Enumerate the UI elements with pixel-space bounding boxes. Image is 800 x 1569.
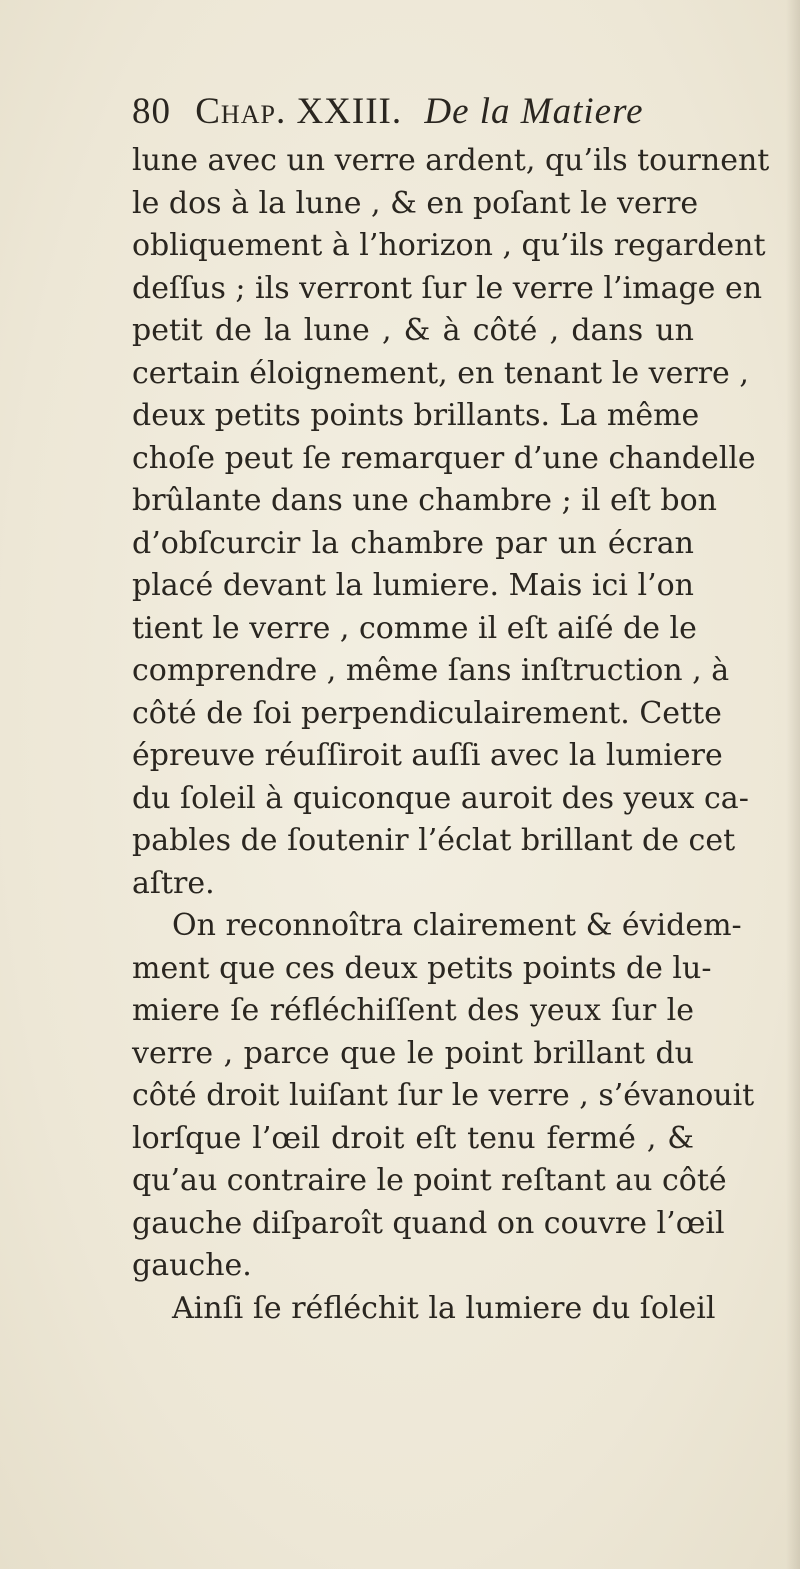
running-title: De la Matiere [424, 91, 644, 132]
text-line: côté de ſoi perpendiculairement. Cette [132, 695, 722, 731]
page-edge-shadow [786, 0, 800, 1569]
running-header [132, 92, 692, 132]
text-line: lune avec un verre ardent, qu’ils tournent [132, 143, 770, 178]
text-line: côté droit luiſant ſur le verre , s’évanouit [132, 1078, 755, 1113]
text-line: placé devant la lumiere. Mais ici l’on [132, 568, 694, 603]
text-line: brûlante dans une chambre ; il eſt bon [132, 483, 717, 518]
text-line: le dos à la lune , & en poſant le verre [132, 185, 699, 221]
text-line: deſſus ; ils verront ſur le verre l’image en [132, 270, 763, 306]
text-line: pables de ſoutenir l’éclat brillant de cet [132, 823, 736, 858]
text-line: obliquement à l’horizon , qu’ils regardent [132, 228, 766, 263]
text-line: Ainſi ſe réfléchit la lumiere du ſoleil [172, 1290, 716, 1326]
text-line: du ſoleil à quiconque auroit des yeux ca- [132, 780, 749, 816]
text-line: choſe peut ſe remarquer d’une chandelle [132, 440, 756, 476]
text-line: gauche diſparoît quand on couvre l’œil [132, 1205, 725, 1241]
text-line: certain éloignement, en tenant le verre , [132, 355, 749, 391]
body-text [132, 140, 770, 1330]
text-line: tient le verre , comme il eſt aiſé de le [132, 610, 697, 646]
text-line: petit de la lune , & à côté , dans un [132, 313, 694, 348]
text-line: lorſque l’œil droit eſt tenu fermé , & [132, 1120, 694, 1156]
text-line: d’obſcurcir la chambre par un écran [132, 525, 694, 561]
page-number: 80 [132, 91, 171, 132]
text-line: épreuve réuſſiroit auſſi avec la lumiere [132, 738, 723, 773]
text-line: verre , parce que le point brillant du [132, 1035, 694, 1071]
text-line: ment que ces deux petits points de lu- [132, 950, 712, 986]
text-line: On reconnoîtra clairement & évidem- [172, 908, 742, 943]
text-line: qu’au contraire le point reſtant au côté [132, 1163, 727, 1198]
chapter-label: Chap. XXIII. [195, 91, 403, 132]
text-line: gauche. [132, 1248, 252, 1283]
text-line: miere ſe réfléchiſſent des yeux ſur le [132, 993, 694, 1028]
text-line: comprendre , même ſans inſtruction , à [132, 653, 730, 688]
text-line: deux petits points brillants. La même [132, 398, 700, 433]
text-line: aſtre. [132, 865, 215, 901]
